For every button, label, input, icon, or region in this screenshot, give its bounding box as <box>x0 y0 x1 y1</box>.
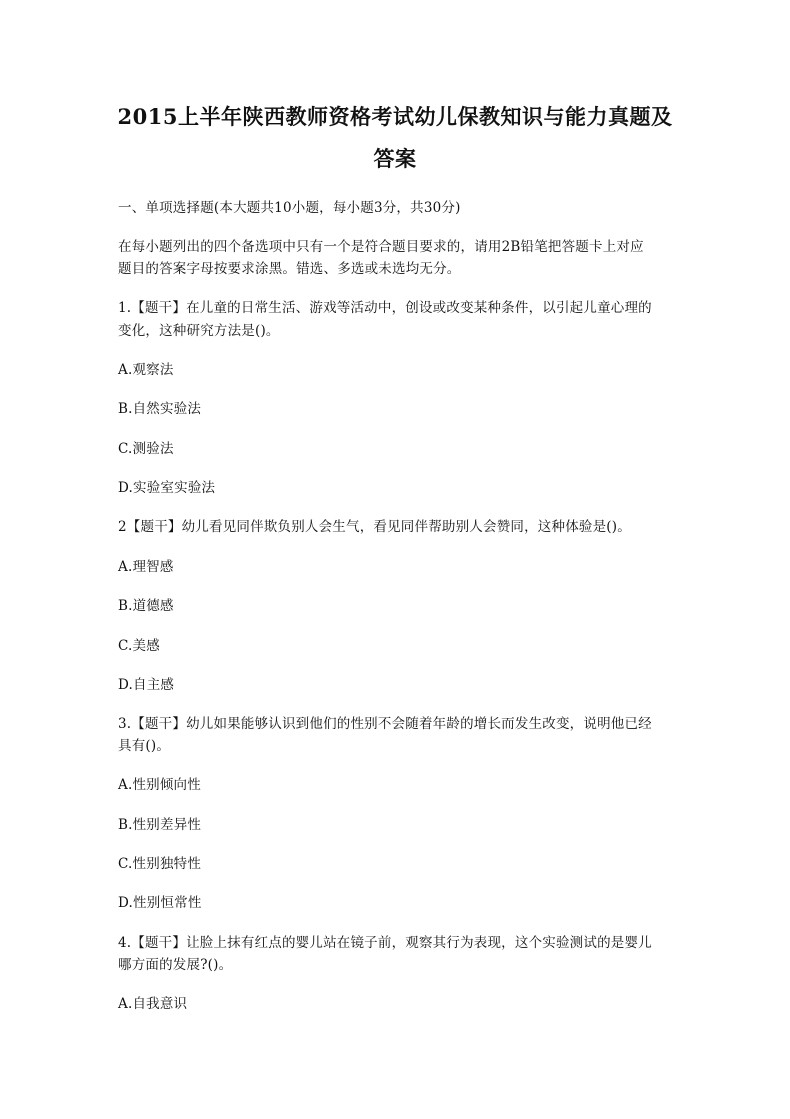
instructions-line-2: 题目的答案字母按要求涂黑。错选、多选或未选均无分。 <box>118 261 461 277</box>
question-1-option-d: D.实验室实验法 <box>118 480 216 496</box>
question-2-option-b: B.道德感 <box>118 598 174 614</box>
question-2-option-d: D.自主感 <box>118 677 175 693</box>
question-3-option-d: D.性别恒常性 <box>118 895 202 911</box>
question-3-stem-line-2: 具有()。 <box>118 738 171 754</box>
instructions-line-1: 在每小题列出的四个备选项中只有一个是符合题目要求的，请用2B铅笔把答题卡上对应 <box>118 239 644 255</box>
question-3-option-b: B.性别差异性 <box>118 817 202 833</box>
question-1-option-b: B.自然实验法 <box>118 401 202 417</box>
question-3-option-a: A.性别倾向性 <box>118 777 201 793</box>
question-4-stem-line-1: 4.【题干】让脸上抹有红点的婴儿站在镜子前，观察其行为表现，这个实验测试的是婴儿 <box>118 935 652 951</box>
question-1-option-a: A.观察法 <box>118 362 174 378</box>
question-2-option-a: A.理智感 <box>118 559 174 575</box>
question-1-stem-line-2: 变化，这种研究方法是()。 <box>118 323 280 339</box>
question-4-stem-line-2: 哪方面的发展?()。 <box>118 957 233 973</box>
question-1-option-c: C.测验法 <box>118 441 174 457</box>
question-3-option-c: C.性别独特性 <box>118 856 202 872</box>
document-title-line-1: 2015上半年陕西教师资格考试幼儿保教知识与能力真题及 <box>117 104 673 129</box>
section-heading: 一、单项选择题(本大题共10小题，每小题3分，共30分) <box>118 200 461 216</box>
question-2-option-c: C.美感 <box>118 638 160 654</box>
question-3-stem-line-1: 3.【题干】幼儿如果能够认识到他们的性别不会随着年龄的增长而发生改变，说明他已经 <box>118 716 652 732</box>
document-title-line-2: 答案 <box>373 146 417 171</box>
question-4-option-a: A.自我意识 <box>118 996 188 1012</box>
question-2-stem-line-1: 2【题干】幼儿看见同伴欺负别人会生气，看见同伴帮助别人会赞同，这种体验是()。 <box>118 519 631 535</box>
question-1-stem-line-1: 1.【题干】在儿童的日常生活、游戏等活动中，创设或改变某种条件，以引起儿童心理的 <box>118 300 652 316</box>
